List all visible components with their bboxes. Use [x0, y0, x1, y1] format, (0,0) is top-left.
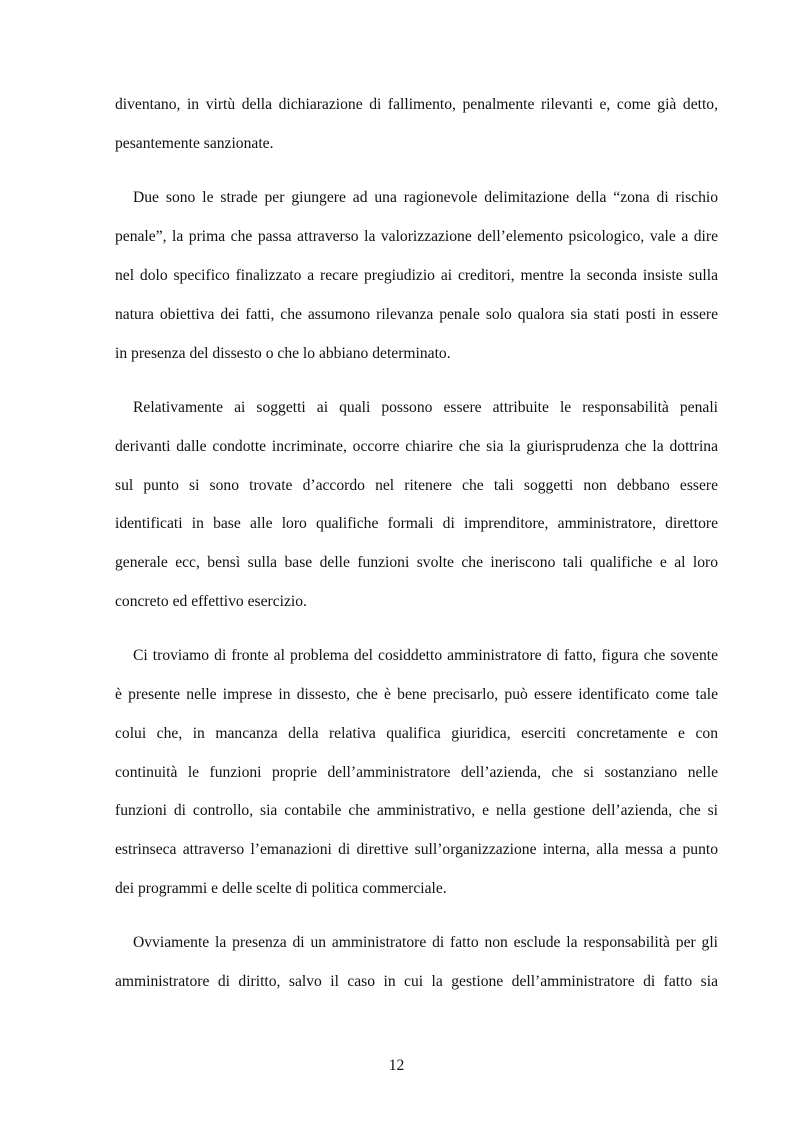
- paragraph-5-line-1: Ovviamente la presenza di un amministratore di fatto non esclude la responsabilità per gli: [133, 934, 718, 951]
- paragraph-2-line-4: natura obiettiva dei fatti, che assumono rilevanza penale solo qualora sia stati posti in essere: [115, 306, 718, 323]
- paragraph-4-line-6: estrinseca attraverso l’emanazioni di direttive sull’organizzazione interna, alla messa a punto: [115, 841, 718, 858]
- paragraph-4-line-1: Ci troviamo di fronte al problema del cosiddetto amministratore di fatto, figura che sovente: [133, 647, 718, 664]
- paragraph-2-line-1: Due sono le strade per giungere ad una ragionevole delimitazione della “zona di rischio: [133, 189, 718, 206]
- paragraph-3-line-6: concreto ed effettivo esercizio.: [115, 593, 307, 610]
- paragraph-3-line-1: Relativamente ai soggetti ai quali possono essere attribuite le responsabilità penali: [133, 399, 718, 416]
- paragraph-5-line-2: amministratore di diritto, salvo il caso in cui la gestione dell’amministratore di fatto sia: [115, 973, 718, 990]
- paragraph-4-line-7: dei programmi e delle scelte di politica commerciale.: [115, 880, 447, 897]
- paragraph-1-line-1: diventano, in virtù della dichiarazione di fallimento, penalmente rilevanti e, come già detto,: [115, 96, 718, 113]
- paragraph-4-line-5: funzioni di controllo, sia contabile che amministrativo, e nella gestione dell’azienda, che si: [115, 802, 718, 819]
- paragraph-3-line-4: identificati in base alle loro qualifiche formali di imprenditore, amministratore, direttore: [115, 515, 718, 532]
- paragraph-3-line-5: generale ecc, bensì sulla base delle funzioni svolte che ineriscono tali qualifiche e al loro: [115, 554, 718, 571]
- paragraph-3-line-3: sul punto si sono trovate d’accordo nel ritenere che tali soggetti non debbano essere: [115, 477, 718, 494]
- paragraph-3-line-2: derivanti dalle condotte incriminate, occorre chiarire che sia la giurisprudenza che la dottrina: [115, 438, 718, 455]
- paragraph-1-line-2: pesantemente sanzionate.: [115, 135, 274, 152]
- page-number: 12: [388, 1057, 405, 1074]
- paragraph-4-line-2: è presente nelle imprese in dissesto, che è bene precisarlo, può essere identificato come tale: [115, 686, 718, 703]
- paragraph-2-line-3: nel dolo specifico finalizzato a recare pregiudizio ai creditori, mentre la seconda insiste sulla: [115, 267, 718, 284]
- paragraph-2-line-5: in presenza del dissesto o che lo abbiano determinato.: [115, 345, 451, 362]
- paragraph-4-line-3: colui che, in mancanza della relativa qualifica giuridica, eserciti concretamente e con: [115, 725, 718, 742]
- paragraph-4-line-4: continuità le funzioni proprie dell’amministratore dell’azienda, che si sostanziano nelle: [115, 764, 718, 781]
- paragraph-2-line-2: penale”, la prima che passa attraverso la valorizzazione dell’elemento psicologico, vale a dire: [115, 228, 718, 245]
